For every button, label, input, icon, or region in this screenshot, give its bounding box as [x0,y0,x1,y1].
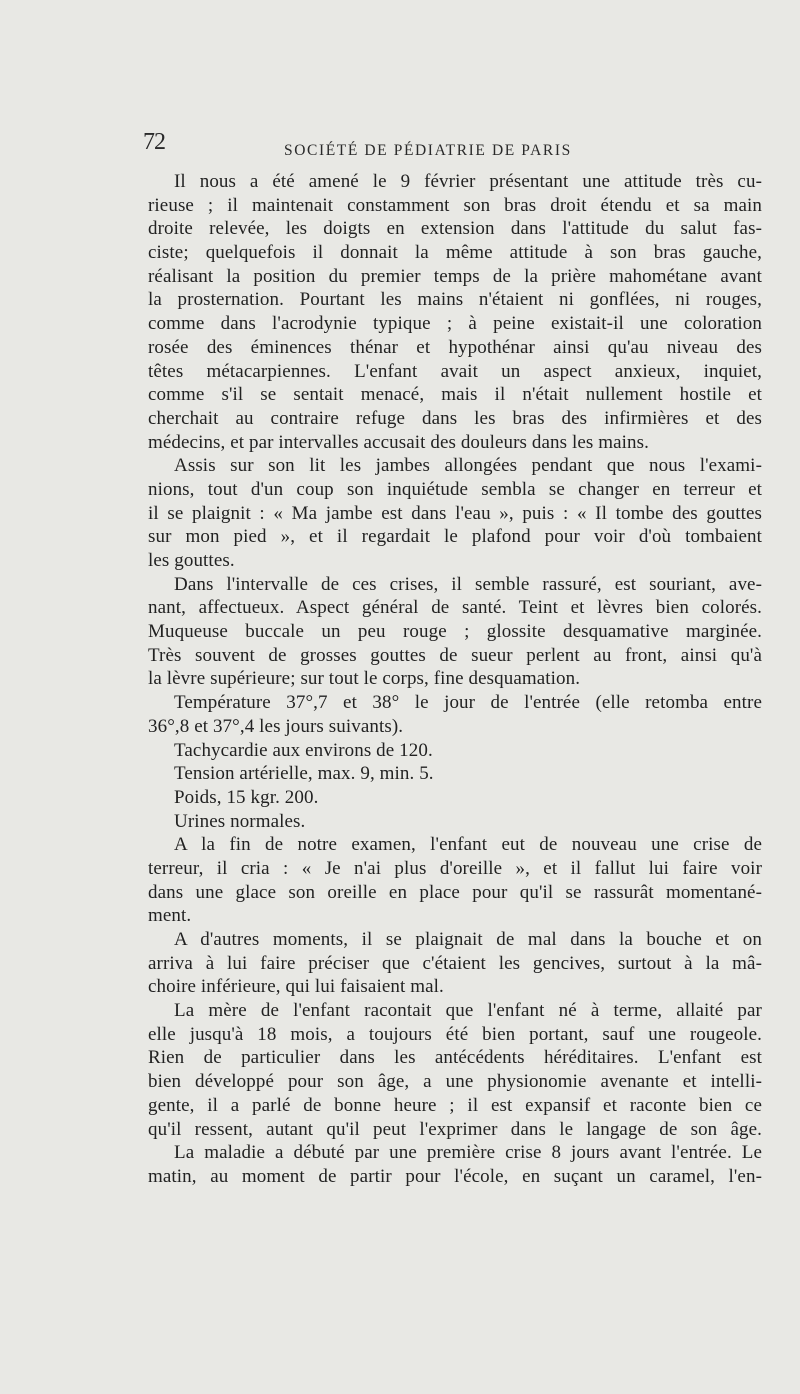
text-line: Rien de particulier dans les antécédents héréditaires. L'enfant est [148,1047,762,1069]
text-line: A d'autres moments, il se plaignait de mal dans la bouche et on [174,929,762,950]
text-line: la lèvre supérieure; sur tout le corps, fine desquamation. [148,668,581,690]
text-line: la prosternation. Pourtant les mains n'étaient ni gonflées, ni rouges, [148,289,762,311]
running-head: SOCIÉTÉ DE PÉDIATRIE DE PARIS [284,142,572,159]
text-line: Très souvent de grosses gouttes de sueur perlent au front, ainsi qu'à [148,644,762,666]
text-line: nions, tout d'un coup son inquiétude sembla se changer en terreur et [148,478,762,500]
text-line: Urines normales. [174,810,306,832]
text-line: Tachycardie aux environs de 120. [174,739,433,761]
text-line: terreur, il cria : « Je n'ai plus d'oreille », et il fallut lui faire voir [148,857,762,879]
text-line: Il nous a été amené le 9 février présentant une attitude très cu- [174,171,762,192]
text-line: droite relevée, les doigts en extension dans l'attitude du salut fas- [148,218,762,240]
text-line: dans une glace son oreille en place pour qu'il se rassurât momentané- [148,881,762,903]
body-text [148,170,762,1189]
text-line: choire inférieure, qui lui faisaient mal. [148,976,444,998]
text-line: gente, il a parlé de bonne heure ; il est expansif et raconte bien ce [148,1094,762,1116]
text-line: A la fin de notre examen, l'enfant eut de nouveau une crise de [174,834,762,856]
text-line: têtes métacarpiennes. L'enfant avait un aspect anxieux, inquiet, [148,360,762,382]
text-line: elle jusqu'à 18 mois, a toujours été bien portant, sauf une rougeole. [148,1023,762,1045]
text-line: Température 37°,7 et 38° le jour de l'entrée (elle retomba entre [174,692,762,714]
text-line: il se plaignit : « Ma jambe est dans l'eau », puis : « Il tombe des gouttes [148,502,762,524]
text-line: ciste; quelquefois il donnait la même attitude à son bras gauche, [148,242,762,264]
text-line: La mère de l'enfant racontait que l'enfant né à terme, allaité par [174,1000,762,1022]
text-line: comme s'il se sentait menacé, mais il n'était nullement hostile et [148,384,762,406]
text-line: bien développé pour son âge, a une physionomie avenante et intelli- [148,1071,762,1093]
text-line: réalisant la position du premier temps de la prière mahométane avant [148,265,762,287]
text-line: qu'il ressent, autant qu'il peut l'exprimer dans le langage de son âge. [148,1118,762,1140]
page-number: 72 [143,129,165,155]
text-line: La maladie a débuté par une première crise 8 jours avant l'entrée. Le [174,1142,762,1164]
text-line: Muqueuse buccale un peu rouge ; glossite desquamative marginée. [148,621,762,643]
text-line: matin, au moment de partir pour l'école, en suçant un caramel, l'en- [148,1165,762,1187]
text-line: Poids, 15 kgr. 200. [174,786,319,808]
text-line: ment. [148,905,192,927]
text-line: arriva à lui faire préciser que c'étaient les gencives, surtout à la mâ- [148,952,762,974]
text-line: 36°,8 et 37°,4 les jours suivants). [148,715,404,737]
text-line: les gouttes. [148,550,235,571]
text-line: rieuse ; il maintenait constamment son bras droit étendu et sa main [148,194,762,216]
text-line: Tension artérielle, max. 9, min. 5. [174,763,434,785]
text-line: rosée des éminences thénar et hypothénar ainsi qu'au niveau des [148,336,762,358]
text-line: sur mon pied », et il regardait le plafond pour voir d'où tombaient [148,526,762,548]
text-line: médecins, et par intervalles accusait des douleurs dans les mains. [148,431,649,453]
text-line: Assis sur son lit les jambes allongées pendant que nous l'exami- [174,455,762,477]
text-line: nant, affectueux. Aspect général de santé. Teint et lèvres bien colorés. [148,597,762,619]
text-line: cherchait au contraire refuge dans les bras des infirmières et des [148,407,762,429]
text-line: Dans l'intervalle de ces crises, il semble rassuré, est souriant, ave- [174,573,762,595]
text-line: comme dans l'acrodynie typique ; à peine existait-il une coloration [148,313,762,335]
